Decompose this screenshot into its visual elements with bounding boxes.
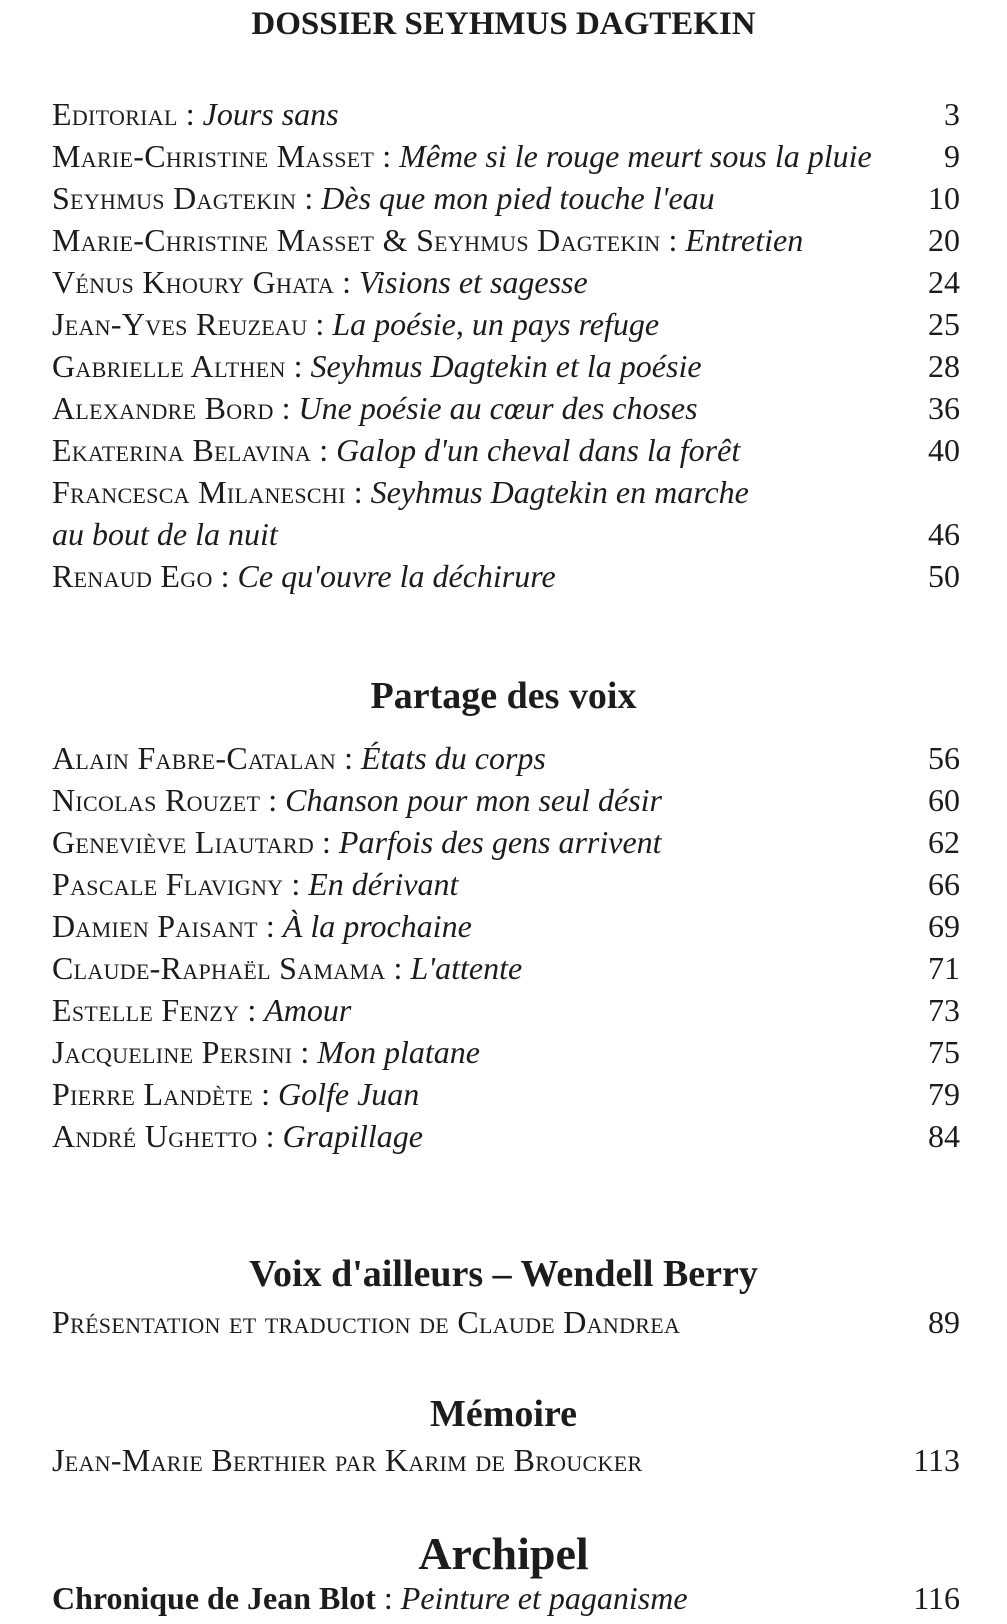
- entry-author: Jacqueline Persini: [52, 1034, 293, 1070]
- toc-entry-continuation: [52, 512, 960, 556]
- entry-page: 25: [928, 306, 960, 342]
- entry-author: Renaud Ego: [52, 558, 213, 594]
- entry-title: Grapillage: [282, 1118, 423, 1154]
- toc-entry: [52, 862, 960, 906]
- entry-author: Marie-Christine Masset: [52, 138, 375, 174]
- entry-separator: :: [336, 740, 361, 776]
- entry-page: 28: [928, 348, 960, 384]
- entry-separator: :: [257, 908, 283, 944]
- entry-page: 116: [913, 1580, 960, 1616]
- entry-author: Geneviève Liautard: [52, 824, 315, 860]
- entry-title: À la prochaine: [282, 908, 472, 944]
- entry-title: Seyhmus Dagtekin et la poésie: [310, 348, 702, 384]
- entry-page: 36: [928, 390, 960, 426]
- entry-page: 89: [928, 1304, 960, 1340]
- toc-entry: [52, 820, 960, 864]
- section-heading-partage: Partage des voix: [370, 675, 637, 717]
- entry-separator: :: [253, 1076, 278, 1112]
- entry-separator: :: [177, 96, 203, 132]
- entry-title: États du corps: [360, 740, 546, 776]
- entry-title: Ce qu'ouvre la déchirure: [237, 558, 556, 594]
- entry-separator: :: [260, 782, 286, 818]
- entry-page: 113: [913, 1442, 960, 1478]
- entry-author: Nicolas Rouzet: [52, 782, 261, 818]
- entry-text: Présentation et traduction de Claude Dandrea: [52, 1304, 681, 1340]
- entry-page: 62: [928, 824, 960, 860]
- entry-author: Pierre Landète: [52, 1076, 254, 1112]
- entry-title: Golfe Juan: [277, 1076, 420, 1112]
- entry-title: Dès que mon pied touche l'eau: [321, 180, 715, 216]
- entry-title: Jours sans: [202, 96, 339, 132]
- entry-author: André Ughetto: [52, 1118, 258, 1154]
- entry-page: 56: [928, 740, 960, 776]
- entry-title: Chanson pour mon seul désir: [285, 782, 662, 818]
- section-heading-memoire: Mémoire: [430, 1393, 577, 1435]
- entry-author: Pascale Flavigny: [52, 866, 284, 902]
- entry-author: Estelle Fenzy: [52, 992, 240, 1028]
- entry-page: 50: [928, 558, 960, 594]
- entry-author: Editorial: [52, 96, 178, 132]
- toc-entry: [52, 260, 960, 304]
- entry-page: 20: [928, 222, 960, 258]
- toc-entry: [52, 428, 960, 472]
- toc-entry: [52, 554, 960, 598]
- toc-entry: [52, 92, 960, 136]
- entry-title: Seyhmus Dagtekin en marche: [370, 474, 749, 510]
- toc-entry: [52, 134, 960, 178]
- entry-separator: :: [273, 390, 299, 426]
- entry-page: 84: [928, 1118, 960, 1154]
- toc-entry: [52, 988, 960, 1032]
- entry-separator: :: [660, 222, 686, 258]
- entry-title: Parfois des gens arrivent: [338, 824, 662, 860]
- entry-separator: :: [314, 824, 339, 860]
- entry-separator: :: [311, 432, 337, 468]
- toc-entry: [52, 218, 960, 262]
- entry-author: Vénus Khoury Ghata: [52, 264, 335, 300]
- section-heading-ailleurs: Voix d'ailleurs – Wendell Berry: [249, 1253, 758, 1295]
- entry-separator: :: [212, 558, 238, 594]
- toc-entry: [52, 904, 960, 948]
- entry-author: Ekaterina Belavina: [52, 432, 312, 468]
- entry-title: Même si le rouge meurt sous la pluie: [399, 138, 872, 174]
- toc-entry: [52, 1300, 960, 1344]
- entry-page: 3: [944, 96, 960, 132]
- entry-separator: :: [375, 1580, 401, 1616]
- entry-page: 69: [928, 908, 960, 944]
- entry-text: Jean-Marie Berthier par Karim de Broucker: [52, 1442, 643, 1478]
- section-heading-archipel: Archipel: [418, 1528, 589, 1579]
- entry-title: En dérivant: [308, 866, 459, 902]
- toc-entry: [52, 386, 960, 430]
- entry-author: Damien Paisant: [52, 908, 258, 944]
- entry-page: 46: [928, 516, 960, 552]
- entry-separator: :: [385, 950, 411, 986]
- toc-entry: [52, 1030, 960, 1074]
- entry-title: Galop d'un cheval dans la forêt: [336, 432, 741, 468]
- entry-page: 79: [928, 1076, 960, 1112]
- entry-author: Chronique de Jean Blot: [52, 1580, 376, 1616]
- entry-author: Gabrielle Althen: [52, 348, 286, 384]
- entry-separator: :: [292, 1034, 318, 1070]
- toc-entry: [52, 1438, 960, 1482]
- entry-author: Seyhmus Dagtekin: [52, 180, 297, 216]
- entry-author: Alain Fabre-Catalan: [52, 740, 337, 776]
- entry-title: Mon platane: [317, 1034, 480, 1070]
- section-heading-dossier: DOSSIER SEYHMUS DAGTEKIN: [251, 6, 756, 42]
- entry-page: 66: [928, 866, 960, 902]
- entry-author: Alexandre Bord: [52, 390, 274, 426]
- toc-entry: [52, 470, 960, 514]
- entry-title-continuation: au bout de la nuit: [52, 516, 278, 552]
- entry-title: Entretien: [685, 222, 804, 258]
- entry-title: Visions et sagesse: [358, 264, 588, 300]
- entry-page: 24: [928, 264, 960, 300]
- entry-page: 73: [928, 992, 960, 1028]
- entry-separator: :: [285, 348, 311, 384]
- entry-page: 10: [928, 180, 960, 216]
- entry-separator: :: [257, 1118, 283, 1154]
- toc-entry: [52, 176, 960, 220]
- toc-entry: [52, 302, 960, 346]
- entry-title: La poésie, un pays refuge: [332, 306, 660, 342]
- entry-author: Claude-Raphaël Samama: [52, 950, 386, 986]
- entry-separator: :: [374, 138, 400, 174]
- toc-entry: [52, 946, 960, 990]
- entry-separator: :: [334, 264, 359, 300]
- entry-separator: :: [283, 866, 309, 902]
- entry-page: 40: [928, 432, 960, 468]
- entry-separator: :: [345, 474, 371, 510]
- entry-author: Jean-Yves Reuzeau: [52, 306, 308, 342]
- entry-title: Peinture et paganisme: [400, 1580, 688, 1616]
- entry-title: Une poésie au cœur des choses: [298, 390, 698, 426]
- toc-entry: [52, 1072, 960, 1116]
- entry-title: L'attente: [410, 950, 523, 986]
- entry-separator: :: [296, 180, 322, 216]
- entry-title: Amour: [264, 992, 352, 1028]
- entry-page: 75: [928, 1034, 960, 1070]
- entry-separator: :: [307, 306, 333, 342]
- entry-page: 9: [944, 138, 960, 174]
- entry-page: 60: [928, 782, 960, 818]
- toc-entry: [52, 778, 960, 822]
- toc-entry: [52, 1576, 960, 1620]
- entry-author: Francesca Milaneschi: [52, 474, 346, 510]
- entry-page: 71: [928, 950, 960, 986]
- entry-author: Marie-Christine Masset & Seyhmus Dagtekin: [52, 222, 661, 258]
- entry-separator: :: [239, 992, 265, 1028]
- toc-entry: [52, 736, 960, 780]
- toc-entry: [52, 344, 960, 388]
- toc-entry: [52, 1114, 960, 1158]
